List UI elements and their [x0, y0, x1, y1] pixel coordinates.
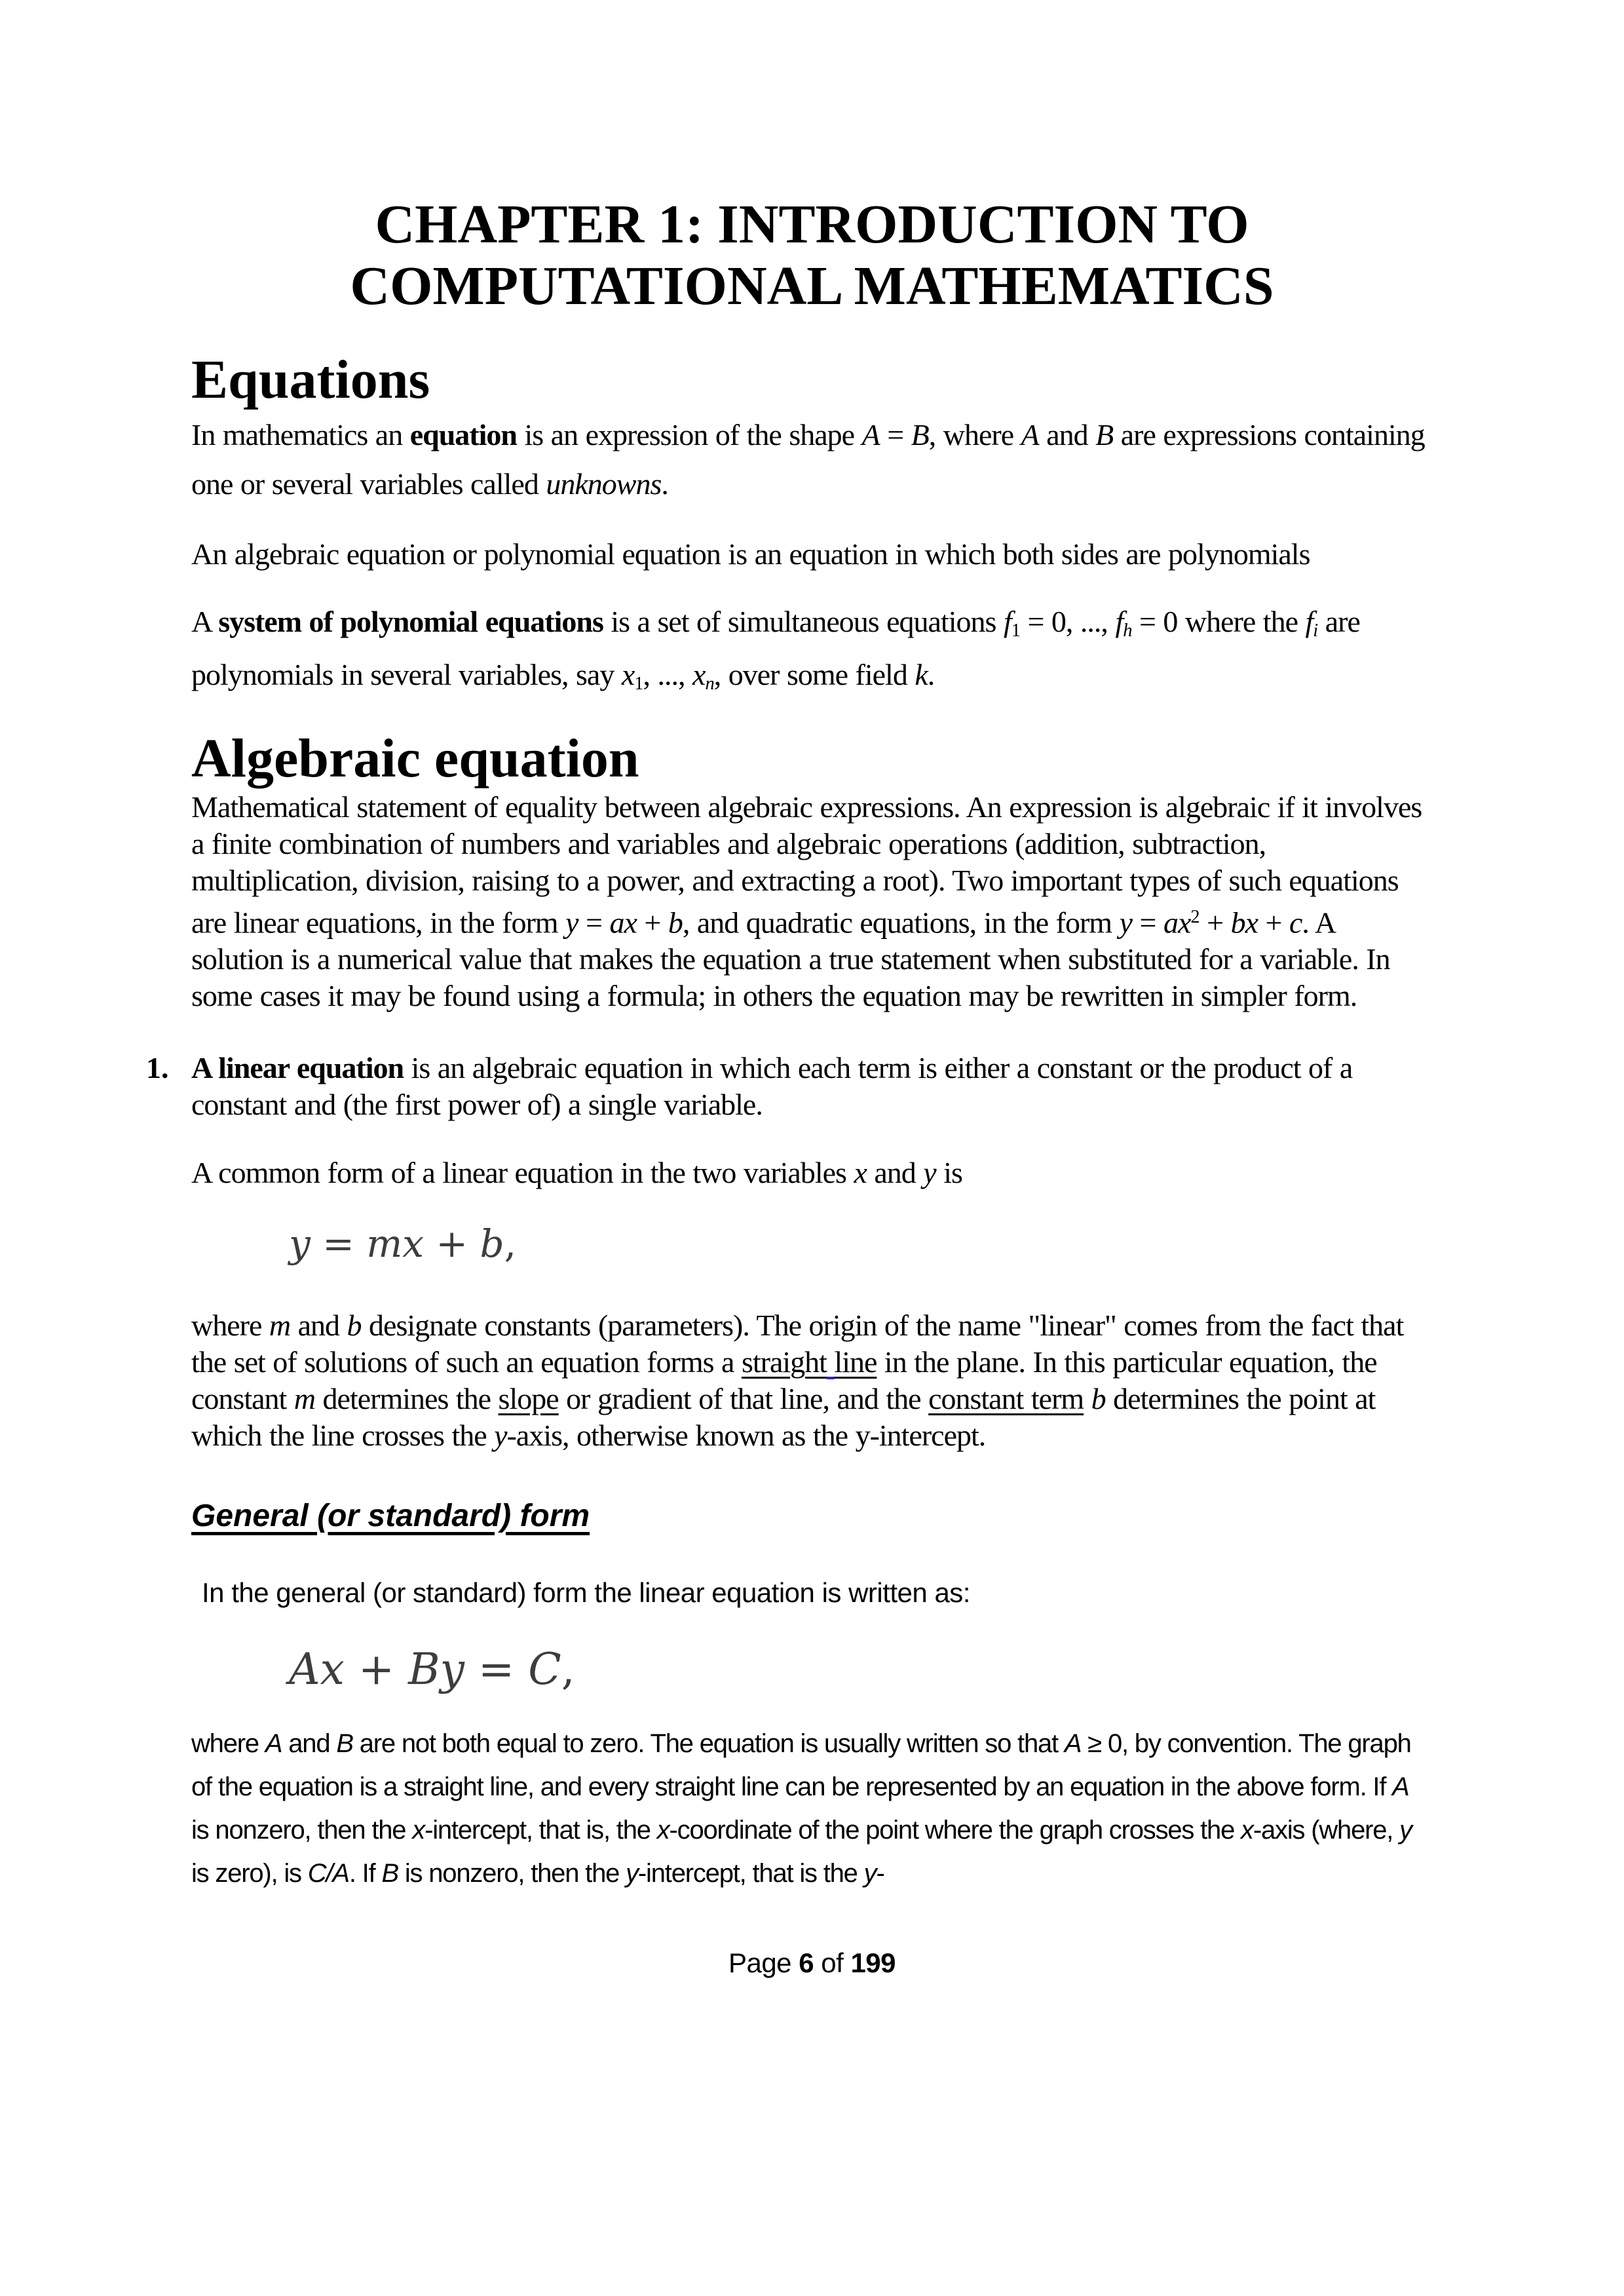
text-run: ax	[1163, 906, 1191, 940]
text-run: Page	[728, 1947, 799, 1978]
text-run: f	[1003, 605, 1011, 639]
text-run: . If	[349, 1858, 382, 1888]
text-run: .	[927, 658, 935, 692]
text-run: .	[661, 467, 668, 501]
text-run: +	[344, 1644, 409, 1695]
text-run: line	[834, 1345, 877, 1379]
text-run: designate constants (parameters). The origin of the name "linear" comes from the fact that the set of solutions of such an equation forms a	[191, 1308, 1404, 1379]
text-run: y	[923, 1156, 936, 1190]
text-run: A common form of a linear equation in the two variables	[191, 1156, 854, 1190]
text-run: 1	[1011, 621, 1020, 641]
text-run: is an algebraic equation in which each term is either a constant or the product of a constant and (the first power of) a single variable.	[191, 1051, 1353, 1122]
general-form-body-paragraph	[191, 1722, 1433, 1895]
text-run: k	[915, 658, 928, 692]
text-run: 6	[799, 1947, 814, 1978]
text-run: system of polynomial equations	[218, 605, 603, 639]
text-run: and	[290, 1308, 347, 1342]
text-run: x	[656, 1815, 670, 1845]
text-run: C	[528, 1644, 561, 1695]
algebraic-polynomial-paragraph	[191, 529, 1433, 579]
text-run: in the plane. In this particular equation, the constant	[191, 1345, 1377, 1415]
text-run: -coordinate of the point where the graph crosses the	[669, 1815, 1241, 1845]
text-run: where	[191, 1308, 269, 1342]
text-run: 1	[634, 674, 643, 695]
text-run: An algebraic equation or polynomial equation is an equation in which both sides are polynomials	[191, 537, 1310, 571]
text-run: y	[494, 1418, 507, 1452]
linear-equation-list-paragraph	[191, 1050, 1433, 1123]
text-run: B	[381, 1858, 398, 1888]
text-run: By	[408, 1644, 464, 1695]
text-run: A	[1021, 418, 1039, 452]
text-run: -axis (where,	[1253, 1815, 1400, 1845]
text-run: x	[854, 1156, 867, 1190]
text-run: determines the	[315, 1381, 499, 1415]
text-run: In the general (or standard) form the linear equation is written as:	[202, 1577, 970, 1609]
algebraic-equation-heading: Algebraic equation	[191, 727, 639, 789]
text-run: -	[876, 1858, 884, 1888]
text-run: is	[935, 1156, 962, 1190]
text-run: c	[1289, 906, 1302, 940]
text-run: equation	[409, 418, 517, 452]
text-run: straight	[741, 1345, 827, 1379]
text-run: constant term	[928, 1381, 1084, 1415]
text-run: or gradient of that line, and the	[558, 1381, 929, 1415]
text-run: =	[578, 906, 610, 940]
text-run: , where	[928, 418, 1021, 452]
text-run: y	[1119, 906, 1132, 940]
text-run: x	[1241, 1815, 1253, 1845]
text-run: ax	[609, 906, 637, 940]
text-run: y	[1399, 1815, 1412, 1845]
text-run: x	[692, 658, 706, 692]
text-run: ,	[561, 1644, 575, 1695]
text-run: m	[269, 1308, 291, 1342]
text-run: = 0, ...,	[1019, 605, 1116, 639]
text-run: are polynomials in several variables, say	[191, 605, 1360, 692]
text-run: Mathematical statement of equality between algebraic expressions. An expression is algebraic if it involves a finite combination of numbers and variables and algebraic operations (addition, subtraction, multiplication, division, raising to a power, and extracting a root). Two important types of such equations are linear equations, in the form	[191, 790, 1422, 940]
text-run: is nonzero, then the	[191, 1815, 413, 1845]
text-run: determines the point at which the line crosses the	[191, 1381, 1376, 1452]
text-run: 2	[1190, 906, 1199, 927]
text-run: y	[565, 906, 578, 940]
text-run: A	[1064, 1729, 1082, 1758]
equations-heading: Equations	[191, 349, 430, 411]
text-run: A	[1392, 1772, 1409, 1801]
chapter-title	[191, 194, 1433, 317]
text-run: B	[911, 418, 929, 452]
text-run: ,	[504, 1221, 517, 1267]
text-run: +	[423, 1221, 480, 1267]
slope-intercept-formula	[289, 1220, 1433, 1268]
text-run: and	[1038, 418, 1096, 452]
numbered-list-item	[146, 1050, 1433, 1123]
text-run: b	[347, 1308, 362, 1342]
text-run: -axis, otherwise known as the y-intercept.	[506, 1418, 986, 1452]
chapter-title-line-2: COMPUTATIONAL MATHEMATICS	[350, 256, 1274, 317]
text-run: f	[1305, 605, 1313, 639]
text-run	[1084, 1382, 1091, 1415]
list-number: 1.	[146, 1051, 169, 1085]
text-run: and	[282, 1729, 337, 1758]
text-run: =	[1131, 906, 1163, 940]
text-run: +	[1199, 906, 1231, 940]
system-of-equations-paragraph	[191, 600, 1433, 706]
text-run: y	[863, 1858, 877, 1888]
text-run: n	[705, 674, 714, 695]
text-run: =	[310, 1221, 367, 1267]
text-run: =	[879, 418, 911, 452]
text-run: B	[336, 1729, 353, 1758]
text-run: -intercept, that is, the	[425, 1815, 657, 1845]
text-run: b	[668, 906, 683, 940]
text-run: mx	[366, 1221, 424, 1267]
text-run: is zero), is	[191, 1858, 308, 1888]
chapter-title-line-1: CHAPTER 1: INTRODUCTION TO	[375, 194, 1249, 255]
text-run: is nonzero, then the	[398, 1858, 626, 1888]
text-run: A	[861, 418, 880, 452]
text-run: are not both equal to zero. The equation is usually written so that	[352, 1729, 1065, 1758]
text-run: , ...,	[643, 658, 693, 692]
text-run: In mathematics an	[191, 418, 410, 452]
text-run: m	[293, 1381, 316, 1415]
general-form-intro-paragraph	[202, 1576, 1433, 1610]
text-run: and	[866, 1156, 924, 1190]
page-footer	[0, 1947, 1624, 1979]
general-form-formula	[289, 1643, 1433, 1697]
text-run	[827, 1345, 835, 1379]
text-run: . A solution is a numerical value that makes the equation a true statement when substituted for a variable. In some cases it may be found using a formula; in others the equation may be rewritten in simpler form.	[191, 906, 1390, 1013]
where-m-b-paragraph	[191, 1307, 1433, 1454]
text-run: i	[1313, 621, 1318, 641]
text-run: of	[814, 1947, 851, 1978]
text-run: y	[626, 1858, 638, 1888]
text-run: , over some field	[713, 658, 915, 692]
algebraic-definition-paragraph	[191, 789, 1433, 1015]
common-form-paragraph	[191, 1155, 1433, 1191]
text-run: where	[191, 1729, 265, 1758]
text-run: Ax	[289, 1644, 345, 1695]
text-run: -intercept, that is the	[637, 1858, 864, 1888]
text-run: y	[289, 1221, 311, 1267]
general-form-heading: General (or standard) form	[191, 1498, 590, 1533]
text-run: C/A	[307, 1858, 349, 1888]
equations-intro-paragraph	[191, 410, 1433, 508]
text-run: 199	[850, 1947, 896, 1978]
text-run: =	[464, 1644, 529, 1695]
text-run: +	[636, 906, 668, 940]
text-run: x	[621, 658, 635, 692]
text-run: f	[1115, 605, 1124, 639]
text-run: ≥ 0, by convention. The graph of the equation is a straight line, and every straight line can be represented by an equation in the above form. If	[191, 1729, 1411, 1801]
text-run: b	[480, 1221, 504, 1267]
text-run: A	[191, 605, 219, 639]
text-run: A linear equation	[191, 1051, 404, 1085]
text-run: = 0 where the	[1131, 605, 1306, 639]
text-run: x	[412, 1815, 425, 1845]
text-run: is an expression of the shape	[516, 418, 862, 452]
text-run: B	[1095, 418, 1114, 452]
text-run: , and quadratic equations, in the form	[682, 906, 1120, 940]
text-run: is a set of simultaneous equations	[603, 605, 1004, 639]
text-run: bx	[1230, 906, 1258, 940]
text-run: +	[1258, 906, 1289, 940]
text-run: A	[265, 1729, 282, 1758]
text-run: are expressions containing one or several variables called	[191, 418, 1425, 501]
text-run: unknowns	[546, 467, 662, 501]
text-run: b	[1091, 1381, 1106, 1415]
text-run: slope	[498, 1381, 559, 1415]
text-run: h	[1123, 621, 1132, 641]
